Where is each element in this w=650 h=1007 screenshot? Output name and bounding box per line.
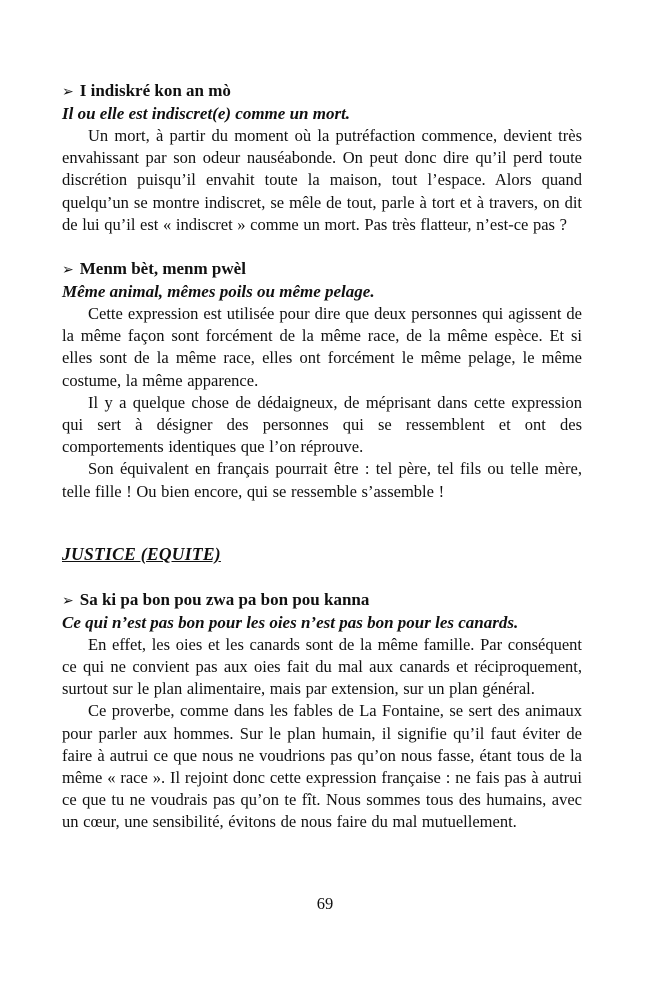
page-number: 69 [316,894,334,913]
explanation-paragraph: Ce proverbe, comme dans les fables de La Fontaine, se sert des animaux pour parler aux hommes. Sur le plan humain, il signifie qu’il faut éviter de faire à autrui ce que nous ne voudrions pas qu’on nous fasse, étant tous de la même « race ». Il rejoint donc cette expression française : ne fais pas à autrui ce que tu ne voudrais pas qu’on te fît. Nous sommes tous des humains, avec un cœur, une sensibilité, évitons de nous faire du mal mutuellement. [62,701,582,832]
explanation-paragraph: Cette expression est utilisée pour dire que deux personnes qui agissent de la même façon sont forcément de la même race, de la même espèce. Et si elles sont de la même race, elles ont forcément le même pelage, le même costume, la même apparence. [62,304,582,390]
explanation-paragraph: En effet, les oies et les canards sont de la même famille. Par conséquent ce qui ne convient pas aux oies fait du mal aux canards et réciproquement, surtout sur le plan alimentaire, mais par extension, sur un plan général. [62,634,582,699]
proverb-entry-2 [62,258,582,503]
proverb-creole-text: Sa ki pa bon pou zwa pa bon pou kanna [79,589,370,609]
explanation-paragraph: Un mort, à partir du moment où la putréfaction commence, devient très envahissant par son odeur nauséabonde. On peut donc dire qu’il perd toute discrétion puisqu’il envahit toute la maison, tout l’espace. Alors quand quelqu’un se montre indiscret, se mêle de tout, parle à tort et à travers, on dit de lui qu’il est « indiscret » comme un mort. Pas très flatteur, n’est-ce pas ? [62,126,582,234]
explanation-paragraph: Il y a quelque chose de dédaigneux, de méprisant dans cette expression qui sert à désigner des personnes qui se ressemblent et ont des comportements identiques que l’on réprouve. [62,392,582,457]
proverb-creole-heading [62,80,582,103]
proverb-creole-text: Menm bèt, menm pwèl [79,259,246,279]
proverb-french-translation: Même animal, mêmes poils ou même pelage. [62,282,375,302]
arrow-bullet-icon: ➢ [62,84,74,100]
proverb-creole-text: I indiskré kon an mò [79,81,231,100]
proverb-french-translation: Il ou elle est indiscret(e) comme un mort. [62,104,351,123]
proverb-creole-heading [62,589,582,612]
category-heading: JUSTICE (EQUITE) [62,543,221,564]
arrow-bullet-icon: ➢ [62,592,74,609]
arrow-bullet-icon: ➢ [62,262,74,279]
proverb-french-translation: Ce qui n’est pas bon pour les oies n’est pas bon pour les canards. [62,612,519,632]
proverb-entry-1 [62,80,582,236]
explanation-paragraph: Son équivalent en français pourrait être : tel père, tel fils ou telle mère, telle fille ! Ou bien encore, qui se ressemble s’assemble ! [62,459,582,501]
proverb-entry-3 [62,589,582,834]
proverb-creole-heading [62,258,582,281]
